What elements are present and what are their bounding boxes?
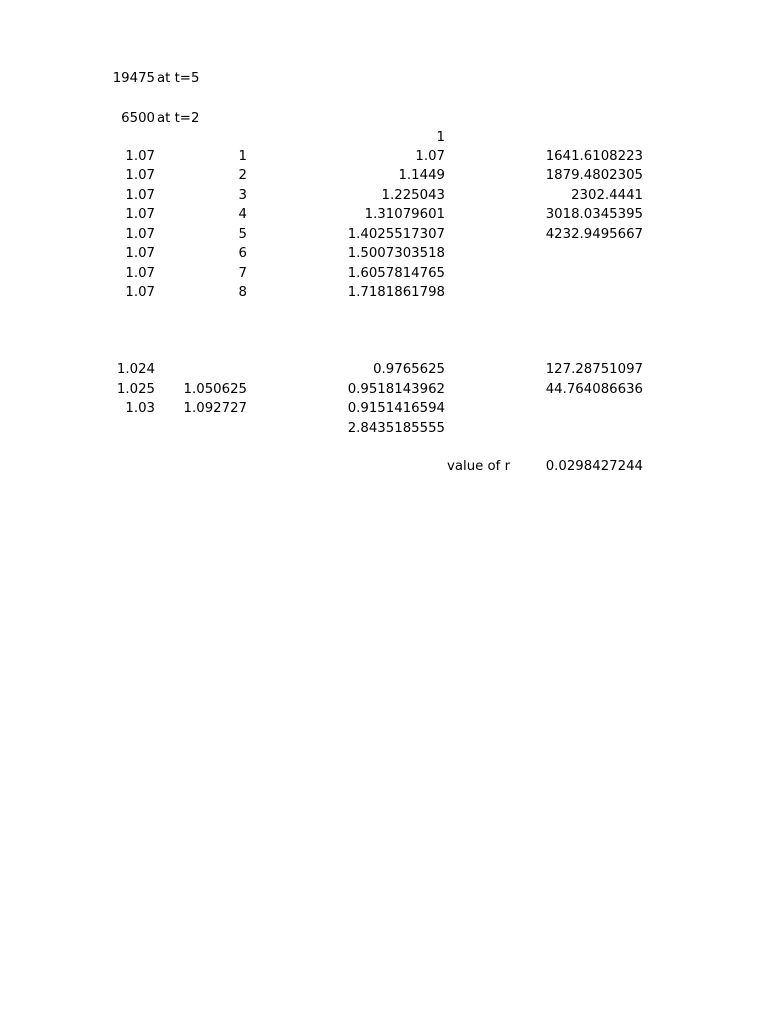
rate-cell: 1.03: [125, 401, 155, 416]
factor-cell: 1.1449: [398, 168, 445, 183]
present-value-label: at t=2: [157, 111, 200, 126]
factor-base-cell: 1: [436, 130, 445, 145]
factor-cell: 1.4025517307: [347, 227, 445, 242]
discount-factor-cell: 0.9765625: [373, 362, 445, 377]
period-cell: 2: [238, 168, 247, 183]
discount-factor-cell: 0.9518143962: [347, 382, 445, 397]
rate-cell: 1.07: [125, 266, 155, 281]
factor-cell: 1.6057814765: [347, 266, 445, 281]
result-value: 0.0298427244: [545, 459, 643, 474]
period-cell: 6: [238, 246, 247, 261]
rate-cell: 1.024: [116, 362, 155, 377]
factor-cell: 1.225043: [381, 188, 445, 203]
factor-cell: 1.07: [415, 149, 445, 164]
rate-cell: 1.07: [125, 246, 155, 261]
result-label: value of r: [447, 459, 511, 474]
factor-cell: 1.5007303518: [347, 246, 445, 261]
period-cell: 3: [238, 188, 247, 203]
period-cell: 4: [238, 207, 247, 222]
value-cell: 2302.4441: [571, 188, 643, 203]
value-cell: 4232.9495667: [545, 227, 643, 242]
rate-cell: 1.07: [125, 207, 155, 222]
rate-cell: 1.07: [125, 149, 155, 164]
compound-cell: 1.050625: [183, 382, 247, 397]
compound-cell: 1.092727: [183, 401, 247, 416]
period-cell: 1: [238, 149, 247, 164]
future-value-label: at t=5: [157, 71, 200, 86]
rate-cell: 1.07: [125, 168, 155, 183]
value-cell: 1879.4802305: [545, 168, 643, 183]
period-cell: 7: [238, 266, 247, 281]
discount-factor-cell: 0.9151416594: [347, 401, 445, 416]
value-cell: 44.764086636: [545, 382, 643, 397]
present-value-cell: 6500: [121, 111, 155, 126]
rate-cell: 1.07: [125, 188, 155, 203]
factor-cell: 1.31079601: [364, 207, 445, 222]
future-value-cell: 19475: [112, 71, 155, 86]
value-cell: 1641.6108223: [545, 149, 643, 164]
rate-cell: 1.07: [125, 227, 155, 242]
rate-cell: 1.07: [125, 285, 155, 300]
factor-cell: 1.7181861798: [347, 285, 445, 300]
discount-total-cell: 2.8435185555: [347, 421, 445, 436]
rate-cell: 1.025: [116, 382, 155, 397]
value-cell: 127.28751097: [545, 362, 643, 377]
period-cell: 8: [238, 285, 247, 300]
value-cell: 3018.0345395: [545, 207, 643, 222]
period-cell: 5: [238, 227, 247, 242]
